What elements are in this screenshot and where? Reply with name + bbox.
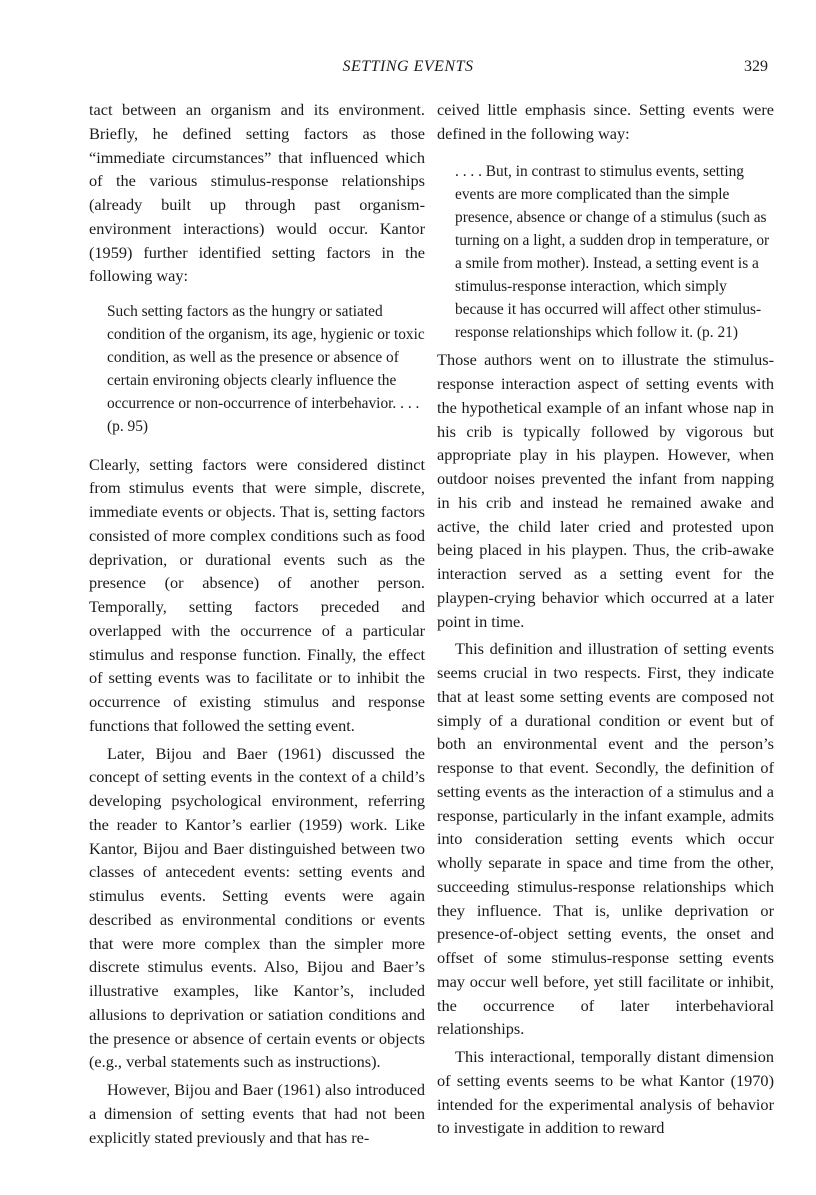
- right-column: [437, 98, 774, 1140]
- block-quote: [89, 300, 425, 439]
- page-number: 329: [744, 58, 768, 75]
- quote-text: . . . . But, in contrast to stimulus events, setting events are more complicated than the simple presence, absence or change of a stimulus (such as turning on a light, a sudden drop in temperature, or a smile from mother). Instead, a setting event is a stimulus-response interaction, which simply because it has occurred will affect other stimulus-response relationships which follow it. (p. 21): [455, 162, 770, 342]
- paragraph: ceived little emphasis since. Setting events were defined in the following way:: [437, 100, 774, 143]
- paragraph: This interactional, temporally distant dimension of setting events seems to be what Kantor (1970) intended for the experimental analysis of behavior to investigate in addition to reward: [437, 1047, 774, 1138]
- paragraph: Those authors went on to illustrate the stimulus-response interaction aspect of setting events with the hypothetical example of an infant whose nap in his crib is typically followed by vigorous but appropriate play in his playpen. However, when outdoor noises prevented the infant from napping in his crib and instead he remained awake and active, the child later cried and protested upon being placed in his playpen. Thus, the crib-awake interaction served as a setting event for the playpen-crying behavior which occurred at a later point in time.: [437, 350, 774, 631]
- paragraph: This definition and illustration of setting events seems crucial in two respects. First, they indicate that at least some setting events are composed not simply of a durational condition or event but of both an environmental event and the person’s response to that event. Secondly, the definition of setting events as the interaction of a stimulus and a response, particularly in the infant example, admits into consideration setting events which occur wholly separate in space and time from the other, succeeding stimulus-response relationships which they influence. That is, unlike deprivation or presence-of-object setting events, the onset and offset of some stimulus-response setting events may occur well before, yet still facilitate or inhibit, the occurrence of later interbehavioral relationships.: [437, 639, 774, 1039]
- paragraph: Clearly, setting factors were considered distinct from stimulus events that were simple, discrete, immediate events or objects. That is, setting factors consisted of more complex conditions such as food deprivation, or durational events such as the presence (or absence) of another person. Temporally, setting factors preceded and overlapped with the occurrence of a particular stimulus and response function. Finally, the effect of setting events was to facilitate or to inhibit the occurrence of existing stimulus and response functions that followed the setting event.: [89, 454, 425, 735]
- running-head: [0, 58, 816, 82]
- block-quote: [437, 160, 774, 345]
- paragraph: However, Bijou and Baer (1961) also introduced a dimension of setting events that had not been explicitly stated previously and that has re-: [89, 1080, 425, 1147]
- quote-text: Such setting factors as the hungry or satiated condition of the organism, its age, hygienic or toxic condition, as well as the presence or absence of certain environing objects clearly influence the occurrence or non-occurrence of interbehavior. . . . (p. 95): [107, 303, 425, 436]
- left-column: [89, 98, 425, 1149]
- running-title: SETTING EVENTS: [342, 58, 474, 75]
- paragraph: tact between an organism and its environment. Briefly, he defined setting factors as those “immediate circumstances” that influenced which of the various stimulus-response relationships (already built up through past organism-environment interactions) would occur. Kantor (1959) further identified setting factors in the following way:: [89, 100, 425, 286]
- paragraph: Later, Bijou and Baer (1961) discussed the concept of setting events in the context of a child’s developing psychological environment, referring the reader to Kantor’s earlier (1959) work. Like Kantor, Bijou and Baer distinguished between two classes of antecedent events: setting events and stimulus events. Setting events were again described as environmental conditions or events that were more complex than the simpler more discrete stimulus events. Also, Bijou and Baer’s illustrative examples, like Kantor’s, included allusions to deprivation or satiation conditions and the presence or absence of certain events or objects (e.g., verbal statements such as instructions).: [89, 743, 425, 1072]
